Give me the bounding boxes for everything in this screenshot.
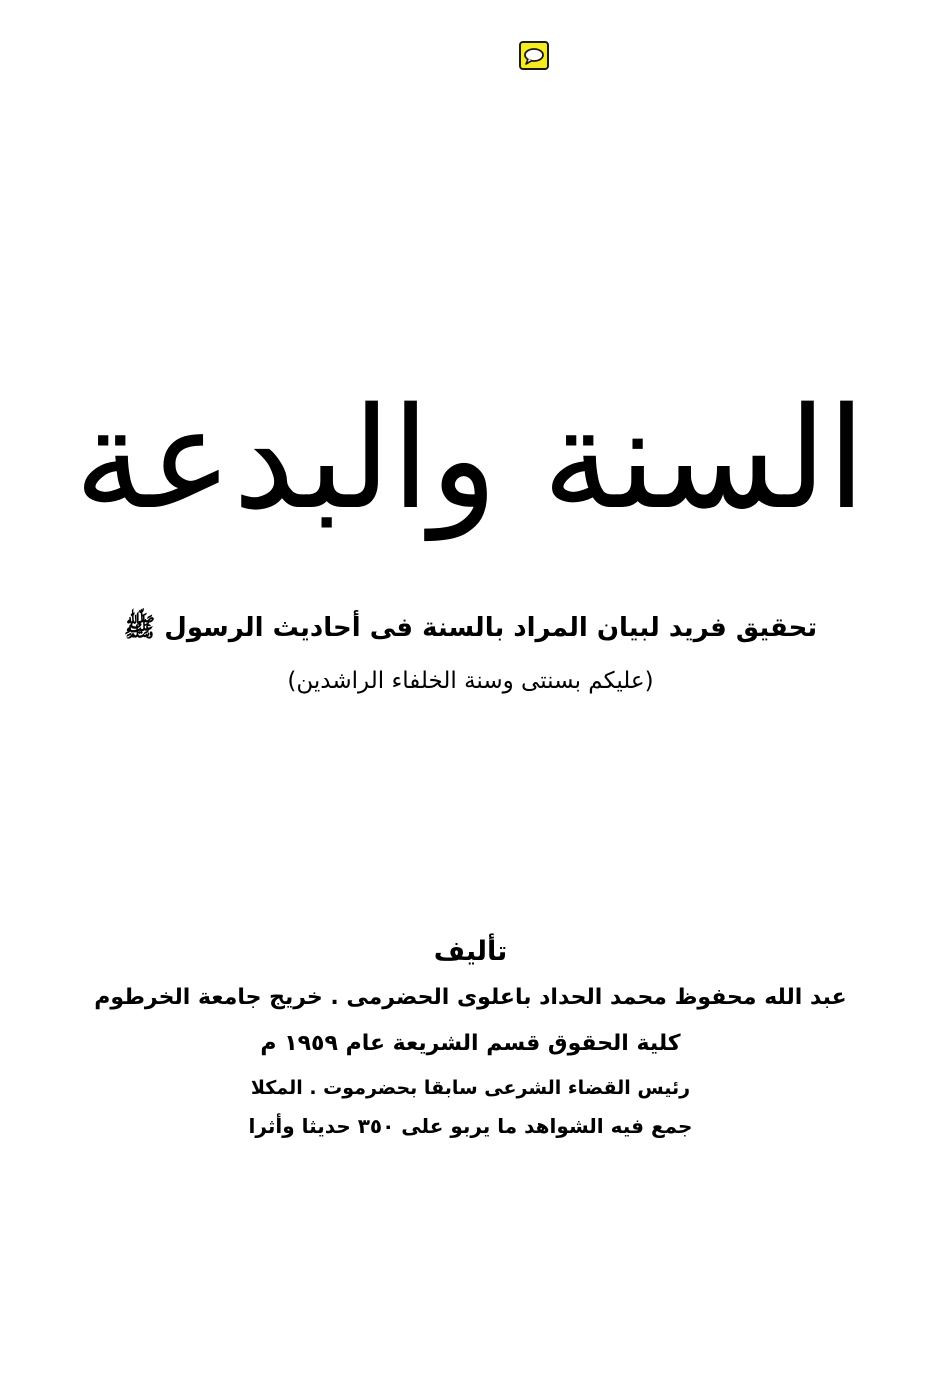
authorship-label: تأليف <box>433 936 508 967</box>
comment-icon <box>523 47 545 65</box>
book-title: السنة والبدعة <box>74 378 866 541</box>
subtitle-quote: (عليكم بسنتى وسنة الخلفاء الراشدين) <box>287 668 654 694</box>
college-line: كلية الحقوق قسم الشريعة عام ١٩٥٩ م <box>260 1031 681 1056</box>
comment-annotation[interactable] <box>519 41 549 70</box>
content-line: جمع فيه الشواهد ما يربو على ٣٥٠ حديثا وأثرا <box>248 1114 693 1138</box>
position-line: رئيس القضاء الشرعى سابقا بحضرموت . المكلا <box>250 1077 691 1099</box>
author-line: عبد الله محفوظ محمد الحداد باعلوى الحضرمى . خريج جامعة الخرطوم <box>94 985 847 1010</box>
book-subtitle: تحقيق فريد لبيان المراد بالسنة فى أحاديث الرسول ﷺ <box>123 613 818 643</box>
